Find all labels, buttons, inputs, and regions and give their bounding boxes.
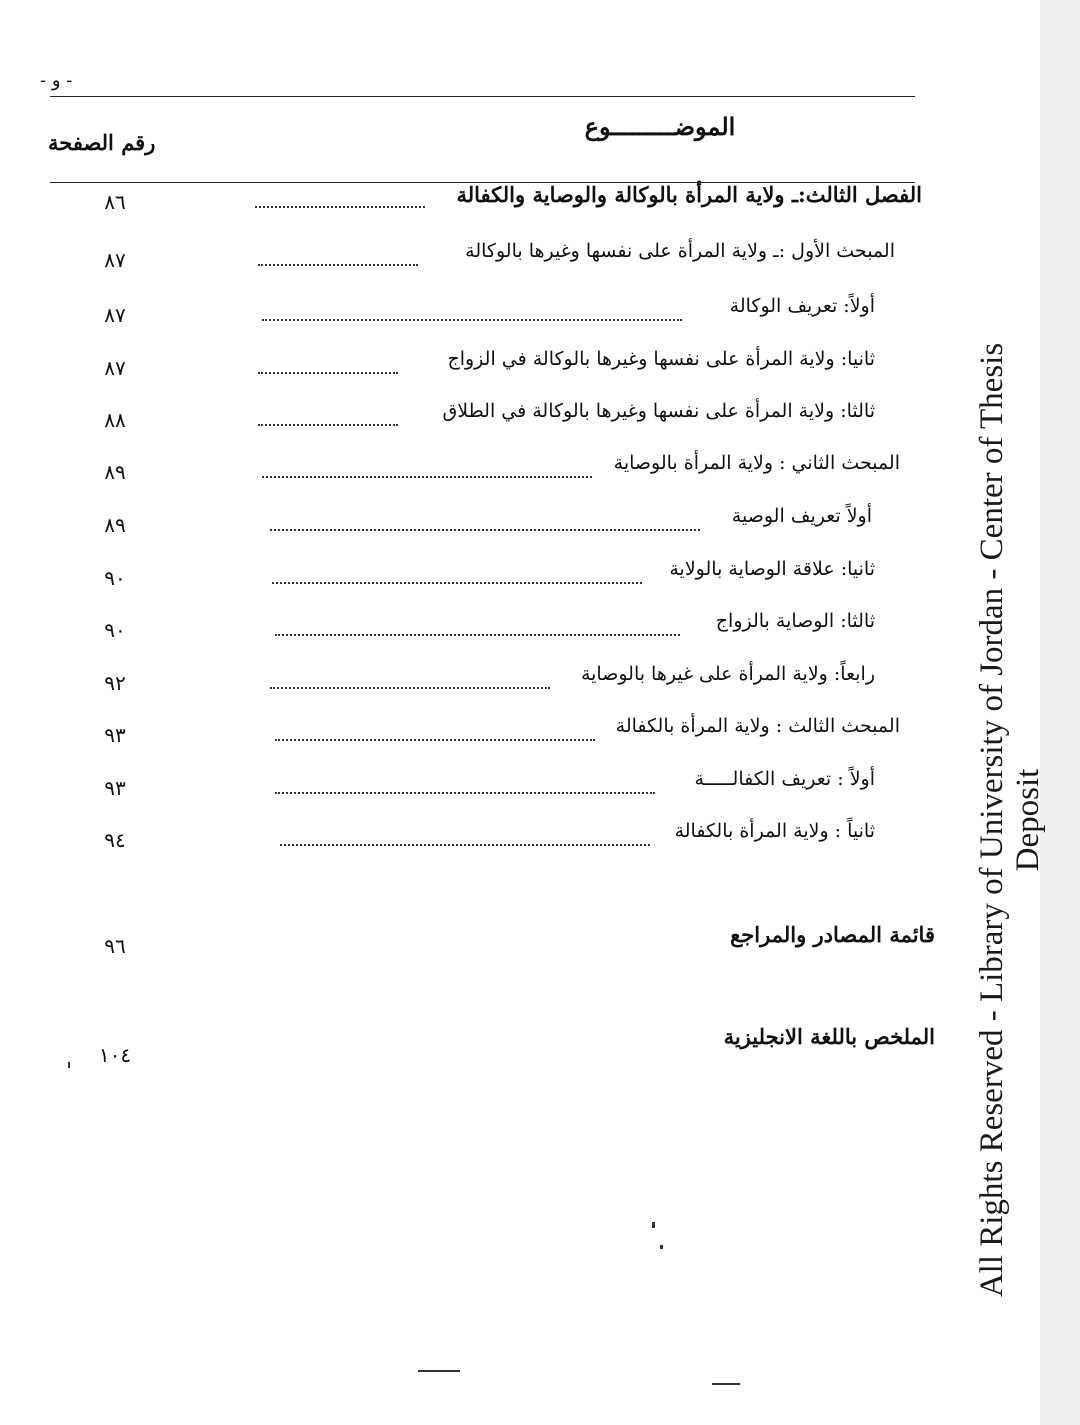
toc-leader-dots — [270, 529, 700, 531]
section-title-references: قائمة المصادر والمراجع — [730, 922, 935, 947]
toc-row — [0, 768, 1040, 808]
toc-entry-page: ٨٩ — [104, 460, 126, 484]
toc-leader-dots — [275, 634, 680, 636]
toc-entry-title: ثالثا: ولاية المرأة على نفسها وغيرها بالوكالة في الطلاق — [442, 400, 875, 422]
toc-leader-dots — [258, 424, 398, 426]
section-page-references: ٩٦ — [104, 934, 126, 958]
toc-leader-dots — [275, 739, 595, 741]
toc-entry-page: ٩٣ — [104, 723, 126, 747]
toc-entry-page: ٩٢ — [104, 671, 126, 695]
toc-entry-page: ٩٠ — [104, 566, 126, 590]
toc-leader-dots — [272, 582, 642, 584]
toc-row — [0, 240, 1040, 280]
toc-leader-dots — [258, 372, 398, 374]
scan-speck — [660, 1245, 663, 1249]
toc-entry-title: ثانيا: ولاية المرأة على نفسها وغيرها بالوكالة في الزواج — [447, 348, 875, 370]
toc-entry-title: المبحث الثاني : ولاية المرأة بالوصاية — [613, 452, 900, 474]
toc-leader-dots — [275, 792, 655, 794]
toc-entry-title: أولاً: تعريف الوكالة — [729, 295, 875, 317]
toc-entry-page: ٨٦ — [104, 190, 126, 214]
right-margin-strip — [1040, 0, 1080, 1425]
toc-leader-dots — [262, 476, 592, 478]
toc-entry-title: المبحث الأول :ـ ولاية المرأة على نفسها وغيرها بالوكالة — [465, 240, 895, 262]
toc-entry-page: ٩٠ — [104, 618, 126, 642]
header-rule-top — [50, 96, 915, 97]
toc-entry-title: أولاً : تعريف الكفالـــــة — [694, 768, 875, 790]
toc-entry-title: الفصل الثالث:ـ ولاية المرأة بالوكالة والوصاية والكفالة — [456, 182, 922, 207]
toc-row — [0, 400, 1040, 440]
toc-entry-title: ثانيا: علاقة الوصاية بالولاية — [669, 558, 875, 580]
watermark-line-1: All Rights Reserved - Library of University of Jordan - Center of Thesis — [974, 342, 1010, 1298]
page-marker: - و - — [40, 70, 73, 91]
toc-row — [0, 558, 1040, 598]
toc-entry-title: المبحث الثالث : ولاية المرأة بالكفالة — [615, 715, 900, 737]
scan-speck — [712, 1383, 740, 1385]
toc-row — [0, 348, 1040, 388]
scan-speck — [418, 1370, 460, 1372]
toc-row — [0, 295, 1040, 335]
section-title-english-summary: الملخص باللغة الانجليزية — [723, 1024, 935, 1049]
toc-leader-dots — [262, 319, 682, 321]
scan-speck — [68, 1062, 70, 1068]
toc-entry-title: ثانياً : ولاية المرأة بالكفالة — [674, 820, 875, 842]
toc-row — [0, 452, 1040, 492]
toc-row — [0, 715, 1040, 755]
toc-entry-page: ٨٨ — [104, 408, 126, 432]
watermark-line-2: Deposit — [1010, 768, 1046, 872]
toc-entry-title: ثالثا: الوصاية بالزواج — [715, 610, 875, 632]
section-page-english-summary: ١٠٤ — [98, 1043, 132, 1067]
scan-speck — [652, 1222, 655, 1228]
toc-row — [0, 663, 1040, 703]
toc-leader-dots — [270, 687, 550, 689]
toc-entry-title: رابعاً: ولاية المرأة على غيرها بالوصاية — [580, 663, 875, 685]
toc-entry-title: أولاً تعريف الوصية — [731, 505, 872, 527]
toc-entry-page: ٨٧ — [104, 248, 126, 272]
toc-row — [0, 610, 1040, 650]
toc-leader-dots — [280, 844, 650, 846]
toc-leader-dots — [258, 264, 418, 266]
toc-entry-page: ٨٩ — [104, 513, 126, 537]
toc-row — [0, 505, 1040, 545]
toc-entry-page: ٨٧ — [104, 356, 126, 380]
toc-entry-page: ٩٣ — [104, 776, 126, 800]
toc-leader-dots — [255, 206, 425, 208]
toc-entry-page: ٨٧ — [104, 303, 126, 327]
column-header-topic: الموضـــــــــوع — [584, 112, 736, 141]
toc-entry-page: ٩٤ — [104, 828, 126, 852]
toc-row — [0, 182, 1040, 222]
column-header-page-number: رقم الصفحة — [48, 130, 156, 155]
toc-row — [0, 820, 1040, 860]
